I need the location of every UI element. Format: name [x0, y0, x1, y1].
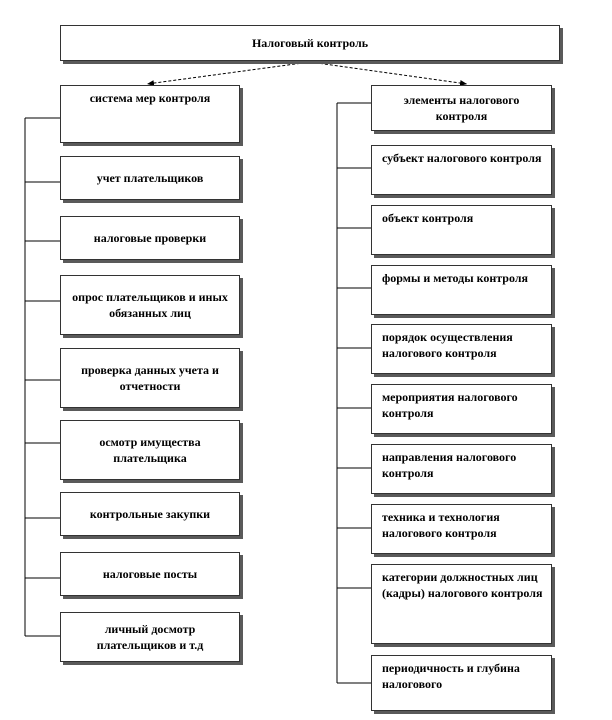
arrow-to-left-branch [147, 62, 310, 84]
left-item-6 [60, 552, 240, 596]
left-item-label: контрольные закупки [89, 507, 211, 521]
right-item-1 [371, 205, 552, 255]
right-item-3 [371, 324, 552, 374]
left-item-label: осмотр имущества плательщика [99, 435, 201, 465]
right-item-2 [371, 265, 552, 315]
right-item-label: формы и методы контроля [382, 271, 529, 285]
right-item-label: категории должностных лиц (кадры) налогового контроля [382, 570, 543, 600]
right-header-node [371, 85, 552, 131]
left-header-label: система мер контроля [89, 91, 211, 105]
root-label: Налоговый контроль [251, 36, 369, 50]
root-node [60, 25, 560, 61]
left-item-0 [60, 156, 240, 200]
right-item-label: периодичность и глубина налогового [382, 661, 520, 691]
left-item-label: учет плательщиков [96, 171, 204, 185]
right-header-label: элементы налогового контроля [403, 93, 520, 123]
left-item-label: налоговые проверки [93, 231, 207, 245]
left-item-label: опрос плательщиков и иных обязанных лиц [72, 290, 228, 320]
right-item-0 [371, 145, 552, 195]
right-item-4 [371, 384, 552, 434]
left-item-5 [60, 492, 240, 536]
left-header-node [60, 85, 240, 143]
left-item-2 [60, 275, 240, 335]
left-item-label: личный досмотр плательщиков и т.д [96, 622, 204, 652]
left-item-7 [60, 612, 240, 662]
left-item-4 [60, 420, 240, 480]
arrow-to-right-branch [310, 62, 467, 84]
left-item-label: налоговые посты [102, 567, 198, 581]
left-item-label: проверка данных учета и отчетности [81, 363, 219, 393]
right-item-7 [371, 564, 552, 644]
right-item-label: мероприятия налогового контроля [382, 390, 518, 420]
right-item-8 [371, 655, 552, 711]
right-item-label: субъект налогового контроля [382, 151, 542, 165]
right-item-5 [371, 444, 552, 494]
right-item-label: объект контроля [382, 211, 474, 225]
right-item-label: техника и технология налогового контроля [382, 510, 500, 540]
right-item-label: порядок осуществления налогового контроля [382, 330, 513, 360]
left-item-3 [60, 348, 240, 408]
left-item-1 [60, 216, 240, 260]
right-item-6 [371, 504, 552, 554]
right-item-label: направления налогового контроля [382, 450, 517, 480]
